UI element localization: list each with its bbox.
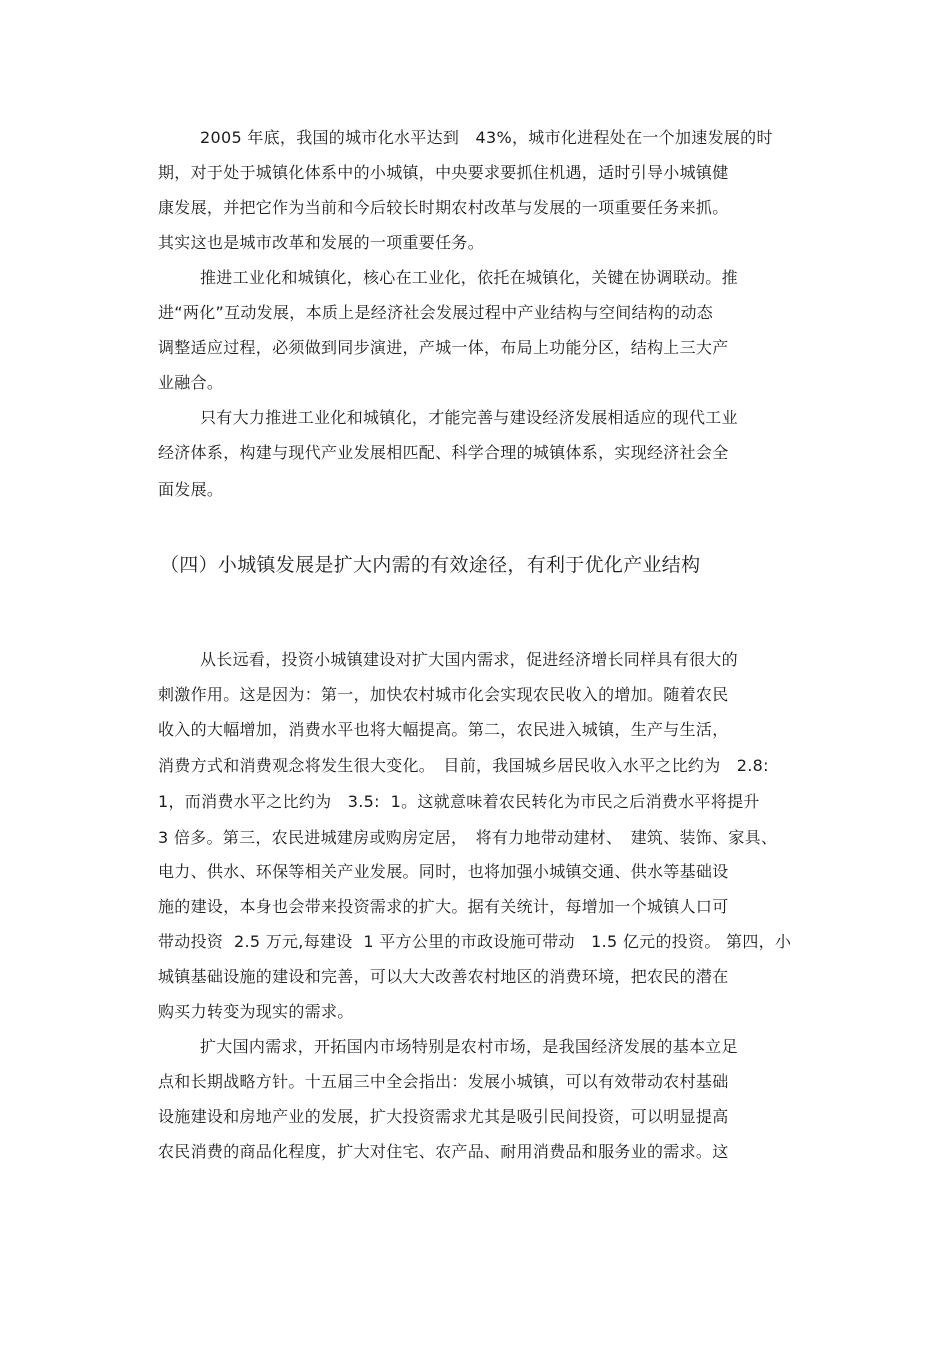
paragraph-4-line-10: 城镇基础设施的建设和完善，可以大大改善农村地区的消费环境，把农民的潜在 [158, 967, 729, 986]
paragraph-4-line-9: 带动投资 2.5 万元,每建设 1 平方公里的市政设施可带动 1.5 亿元的投资。 第四，小 [158, 932, 792, 951]
paragraph-2-line-2: 进“两化”互动发展，本质上是经济社会发展过程中产业结构与空间结构的动态 [158, 303, 714, 322]
section-heading: （四）小城镇发展是扩大内需的有效途径，有利于优化产业结构 [160, 554, 701, 576]
paragraph-1-line-1: 2005 年底，我国的城市化水平达到 43%，城市化进程处在一个加速发展的时 [200, 128, 773, 147]
paragraph-4-line-2: 刺激作用。这是因为：第一，加快农村城市化会实现农民收入的增加。随着农民 [158, 685, 729, 704]
paragraph-4-line-7: 电力、供水、环保等相关产业发展。同时，也将加强小城镇交通、供水等基础设 [158, 862, 729, 881]
paragraph-1-line-4: 其实这也是城市改革和发展的一项重要任务。 [158, 233, 485, 252]
paragraph-5-line-4: 农民消费的商品化程度，扩大对住宅、农产品、耐用消费品和服务业的需求。这 [158, 1142, 729, 1161]
paragraph-4-line-6: 3 倍多。第三，农民进城建房或购房定居， 将有力地带动建材、 建筑、装饰、家具、 [158, 828, 778, 847]
paragraph-3-line-3: 面发展。 [158, 480, 224, 499]
paragraph-5-line-1: 扩大国内需求，开拓国内市场特别是农村市场，是我国经济发展的基本立足 [200, 1037, 738, 1056]
paragraph-5-line-3: 设施建设和房地产业的发展，扩大投资需求尤其是吸引民间投资，可以明显提高 [158, 1107, 729, 1126]
paragraph-2-line-3: 调整适应过程，必须做到同步演进，产城一体，布局上功能分区，结构上三大产 [158, 338, 729, 357]
paragraph-1-line-2: 期，对于处于城镇化体系中的小城镇，中央要求要抓住机遇，适时引导小城镇健 [158, 163, 729, 182]
paragraph-3-line-1: 只有大力推进工业化和城镇化，才能完善与建设经济发展相适应的现代工业 [200, 408, 738, 427]
paragraph-2-line-1: 推进工业化和城镇化，核心在工业化，依托在城镇化，关键在协调联动。推 [200, 268, 738, 287]
paragraph-4-line-4: 消费方式和消费观念将发生很大变化。 目前，我国城乡居民收入水平之比约为 2.8: [158, 756, 769, 775]
paragraph-3-line-2: 经济体系，构建与现代产业发展相匹配、科学合理的城镇体系，实现经济社会全 [158, 443, 729, 462]
paragraph-4-line-1: 从长远看，投资小城镇建设对扩大国内需求，促进经济增长同样具有很大的 [200, 650, 738, 669]
paragraph-4-line-11: 购买力转变为现实的需求。 [158, 1002, 354, 1021]
paragraph-1-line-3: 康发展，并把它作为当前和今后较长时期农村改革与发展的一项重要任务来抓。 [158, 198, 729, 217]
paragraph-4-line-5: 1，而消费水平之比约为 3.5: 1。这就意味着农民转化为市民之后消费水平将提升 [158, 792, 760, 811]
paragraph-4-line-3: 收入的大幅增加，消费水平也将大幅提高。第二，农民进入城镇，生产与生活， [158, 720, 729, 739]
paragraph-2-line-4: 业融合。 [158, 373, 224, 392]
paragraph-4-line-8: 施的建设，本身也会带来投资需求的扩大。据有关统计，每增加一个城镇人口可 [158, 897, 729, 916]
paragraph-5-line-2: 点和长期战略方针。十五届三中全会指出：发展小城镇，可以有效带动农村基础 [158, 1072, 729, 1091]
